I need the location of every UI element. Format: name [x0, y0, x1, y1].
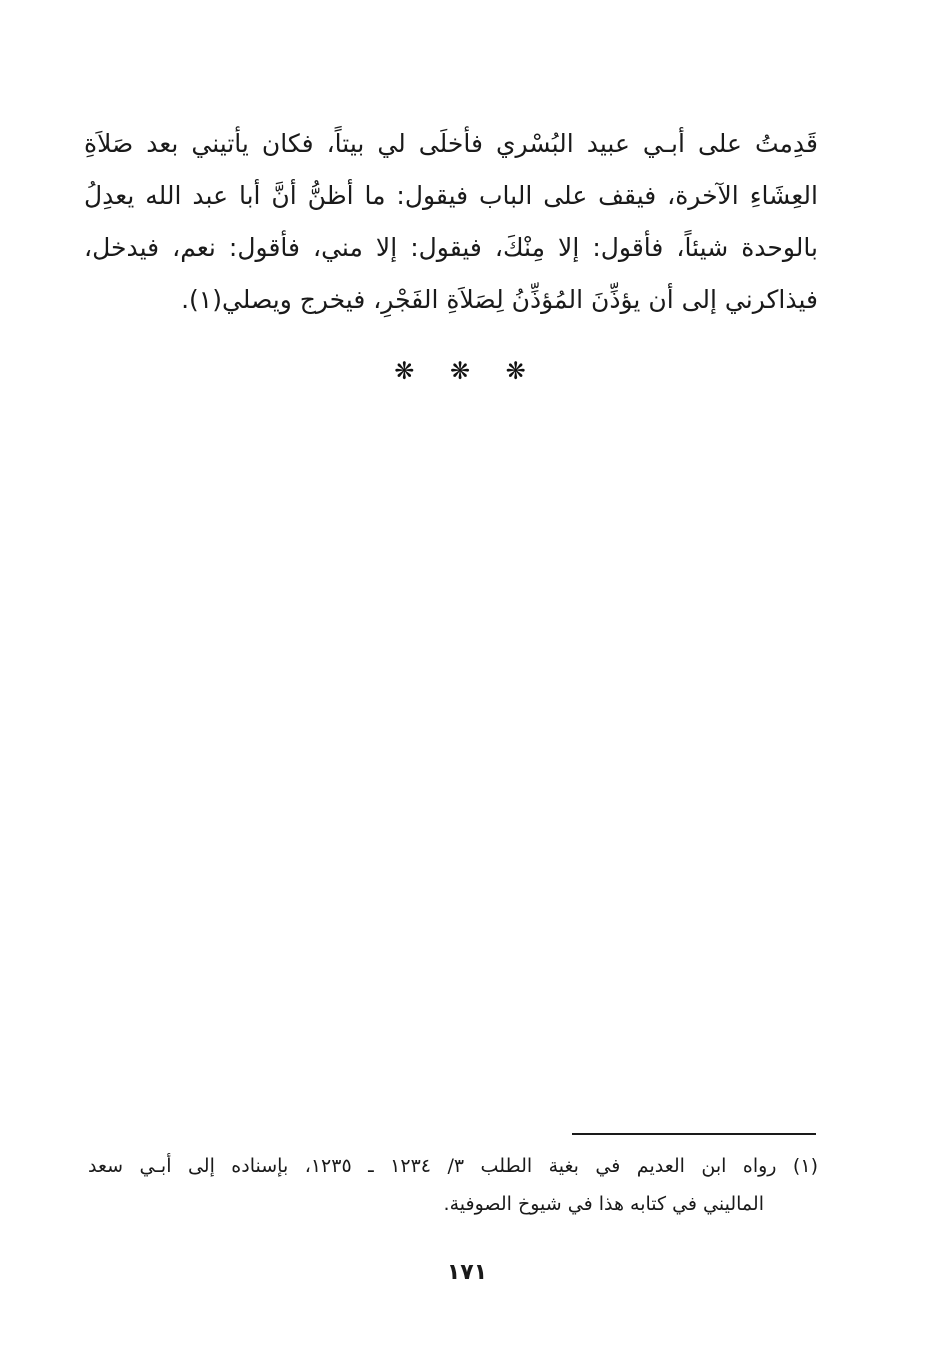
footnote-line: الماليني في كتابه هذا في شيوخ الصوفية.	[443, 1193, 764, 1215]
paragraph-line: فيذاكرني إلى أن يؤذِّنَ المُؤذِّنُ لِصَلاَةِ الفَجْرِ، فيخرج ويصلي(١).	[181, 285, 818, 314]
main-paragraph	[84, 118, 818, 326]
footnote	[88, 1147, 818, 1223]
paragraph-line: العِشَاءِ الآخرة، فيقف على الباب فيقول: ما أظنُّ أنَّ أبا عبد الله يعدِلُ	[84, 181, 818, 210]
paragraph-line: بالوحدة شيئاً، فأقول: إلا مِنْكَ، فيقول: إلا مني، فأقول: نعم، فيدخل،	[84, 233, 818, 262]
footnote-line: (١) رواه ابن العديم في بغية الطلب ٣/ ١٢٣٤ ـ ١٢٣٥، بإسناده إلى أبـي سعد	[88, 1155, 818, 1177]
page-number: ١٧١	[446, 1260, 488, 1285]
paragraph-line: قَدِمتُ على أبـي عبيد البُسْري فأخلَى لي بيتاً، فكان يأتيني بعد صَلاَةِ	[84, 129, 818, 158]
section-separator: ❋ ❋ ❋	[394, 357, 540, 385]
footnote-divider	[572, 1133, 816, 1135]
